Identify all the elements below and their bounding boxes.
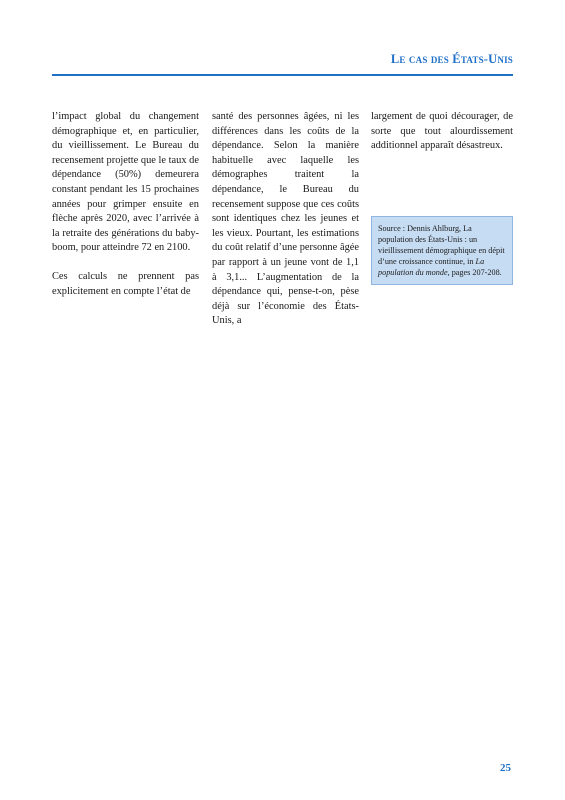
page-number: 25: [500, 762, 511, 774]
paragraph: Ces calculs ne prennent pas explicitement en compte l’état de: [52, 270, 199, 297]
source-book-title: La population du monde: [378, 257, 485, 277]
text-column-1: [52, 110, 199, 299]
source-box: [371, 216, 513, 285]
source-pages: , pages 207-208.: [447, 268, 502, 277]
page-header-title: Le cas des États-Unis: [390, 52, 513, 66]
paragraph: santé des personnes âgées, ni les différences dans les coûts de la dépendance. Selon la manière habituelle avec laquelle les démographes traitent la dépendance, le Bureau du recensement suppose que ces coûts sont identiques chez les jeunes et les vieux. Pourtant, les estimations du coût relatif d’une personne âgée par rapport à un jeune vont de 1,1 à 3,1... L’augmentation de la dépendance qui, pense-t-on, pèse déjà sur l’économie des États-Unis, a: [212, 111, 359, 327]
text-column-2: [212, 110, 359, 329]
source-text: Source : Dennis Ahlburg, La population des États-Unis : un vieillissement démographique en dépit d’une croissance continue, in: [378, 224, 505, 266]
paragraph: l’impact global du changement démographique et, en particulier, du vieillissement. Le Bureau du recensement projette que le taux de dépendance (50%) demeurera constant pendant les 15 prochaines années pour grimper ensuite en flèche après 2020, avec l’arrivée à la retraite des générations du baby-boom, pour atteindre 72 en 2100.: [52, 111, 199, 254]
paragraph: largement de quoi décourager, de sorte que tout alourdissement additionnel apparaît désastreux.: [371, 111, 513, 152]
text-column-3: [371, 110, 513, 154]
header-rule: [52, 74, 513, 76]
